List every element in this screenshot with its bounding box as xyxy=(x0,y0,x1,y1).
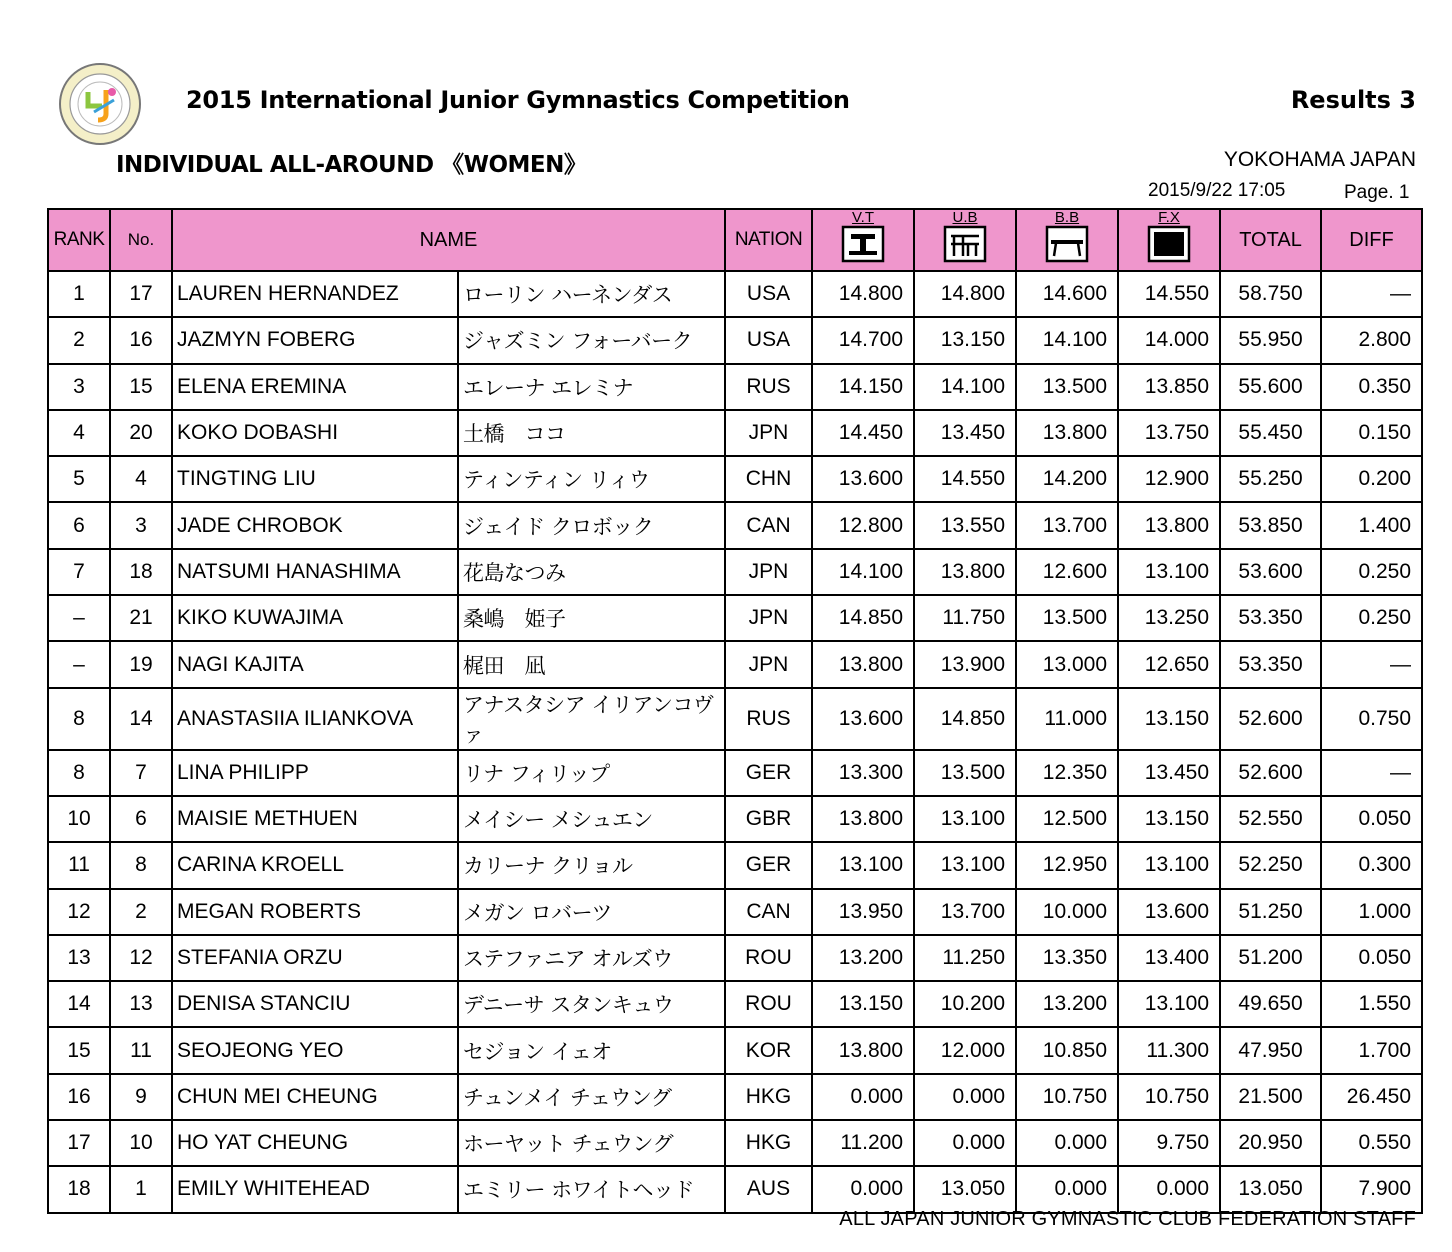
cell-bb: 13.350 xyxy=(1016,935,1118,981)
cell-no: 7 xyxy=(110,750,172,796)
cell-ub: 13.550 xyxy=(914,502,1016,548)
cell-ub: 0.000 xyxy=(914,1120,1016,1166)
cell-diff: 1.000 xyxy=(1321,889,1422,935)
cell-total: 21.500 xyxy=(1220,1074,1321,1120)
cell-fx: 13.400 xyxy=(1118,935,1220,981)
col-total: TOTAL xyxy=(1220,209,1321,271)
cell-no: 1 xyxy=(110,1166,172,1212)
cell-vt: 0.000 xyxy=(812,1074,914,1120)
cell-diff: 0.200 xyxy=(1321,456,1422,502)
table-row xyxy=(48,1166,1422,1212)
uneven-bars-icon xyxy=(943,225,987,263)
cell-rank: 12 xyxy=(48,889,110,935)
cell-ub: 0.000 xyxy=(914,1074,1016,1120)
cell-fx: 13.100 xyxy=(1118,981,1220,1027)
cell-name-kana: エミリー ホワイトヘッド xyxy=(458,1166,725,1212)
cell-fx: 13.100 xyxy=(1118,842,1220,888)
cell-rank: 14 xyxy=(48,981,110,1027)
cell-ub: 13.450 xyxy=(914,410,1016,456)
cell-vt: 14.100 xyxy=(812,549,914,595)
table-row xyxy=(48,317,1422,363)
cell-rank: 8 xyxy=(48,688,110,750)
cell-fx: 13.250 xyxy=(1118,595,1220,641)
cell-fx: 9.750 xyxy=(1118,1120,1220,1166)
cell-name: MEGAN ROBERTS xyxy=(172,889,458,935)
table-row xyxy=(48,750,1422,796)
cell-fx: 13.800 xyxy=(1118,502,1220,548)
cell-total: 55.950 xyxy=(1220,317,1321,363)
cell-fx: 13.750 xyxy=(1118,410,1220,456)
cell-diff: — xyxy=(1321,641,1422,687)
table-header-row xyxy=(48,209,1422,271)
cell-no: 9 xyxy=(110,1074,172,1120)
cell-bb: 13.500 xyxy=(1016,595,1118,641)
page-title: 2015 International Junior Gymnastics Competition xyxy=(186,86,850,114)
col-ub-label: U.B xyxy=(952,209,978,226)
cell-diff: 0.300 xyxy=(1321,842,1422,888)
cell-diff: 0.150 xyxy=(1321,410,1422,456)
cell-nation: GER xyxy=(725,842,812,888)
cell-rank: 13 xyxy=(48,935,110,981)
club-emblem-logo xyxy=(58,62,142,146)
cell-total: 55.450 xyxy=(1220,410,1321,456)
table-row xyxy=(48,1027,1422,1073)
cell-nation: CHN xyxy=(725,456,812,502)
cell-name: NAGI KAJITA xyxy=(172,641,458,687)
cell-vt: 11.200 xyxy=(812,1120,914,1166)
cell-diff: 0.250 xyxy=(1321,549,1422,595)
table-row xyxy=(48,364,1422,410)
cell-bb: 12.950 xyxy=(1016,842,1118,888)
col-bb xyxy=(1016,209,1118,271)
floor-exercise-icon xyxy=(1147,225,1191,263)
cell-name: DENISA STANCIU xyxy=(172,981,458,1027)
cell-bb: 12.600 xyxy=(1016,549,1118,595)
cell-rank: 7 xyxy=(48,549,110,595)
cell-no: 19 xyxy=(110,641,172,687)
vault-icon xyxy=(841,225,885,263)
cell-nation: JPN xyxy=(725,410,812,456)
cell-fx: 14.000 xyxy=(1118,317,1220,363)
col-no: No. xyxy=(110,209,172,271)
cell-ub: 11.250 xyxy=(914,935,1016,981)
cell-vt: 13.800 xyxy=(812,796,914,842)
table-row xyxy=(48,688,1422,750)
cell-total: 51.250 xyxy=(1220,889,1321,935)
cell-name-kana: アナスタシア イリアンコヴァ xyxy=(458,688,725,750)
cell-total: 13.050 xyxy=(1220,1166,1321,1212)
cell-name-kana: エレーナ エレミナ xyxy=(458,364,725,410)
cell-name-kana: 梶田 凪 xyxy=(458,641,725,687)
cell-name-kana: ジェイド クロボック xyxy=(458,502,725,548)
cell-nation: JPN xyxy=(725,595,812,641)
cell-diff: 2.800 xyxy=(1321,317,1422,363)
cell-ub: 10.200 xyxy=(914,981,1016,1027)
cell-name-kana: デニーサ スタンキュウ xyxy=(458,981,725,1027)
cell-nation: CAN xyxy=(725,502,812,548)
cell-bb: 13.800 xyxy=(1016,410,1118,456)
cell-nation: AUS xyxy=(725,1166,812,1212)
cell-name: TINGTING LIU xyxy=(172,456,458,502)
cell-vt: 13.200 xyxy=(812,935,914,981)
cell-fx: 10.750 xyxy=(1118,1074,1220,1120)
cell-fx: 13.450 xyxy=(1118,750,1220,796)
cell-bb: 12.350 xyxy=(1016,750,1118,796)
cell-total: 55.250 xyxy=(1220,456,1321,502)
cell-fx: 14.550 xyxy=(1118,271,1220,317)
balance-beam-icon xyxy=(1045,225,1089,263)
cell-total: 53.850 xyxy=(1220,502,1321,548)
cell-name: JADE CHROBOK xyxy=(172,502,458,548)
cell-bb: 0.000 xyxy=(1016,1120,1118,1166)
cell-total: 52.600 xyxy=(1220,688,1321,750)
col-rank: RANK xyxy=(48,209,110,271)
cell-ub: 12.000 xyxy=(914,1027,1016,1073)
col-ub xyxy=(914,209,1016,271)
cell-ub: 13.500 xyxy=(914,750,1016,796)
col-diff: DIFF xyxy=(1321,209,1422,271)
col-bb-label: B.B xyxy=(1054,209,1080,226)
cell-name-kana: メイシー メシュエン xyxy=(458,796,725,842)
results-table xyxy=(47,208,1423,1214)
cell-nation: ROU xyxy=(725,935,812,981)
cell-name-kana: 土橋 ココ xyxy=(458,410,725,456)
cell-ub: 14.550 xyxy=(914,456,1016,502)
cell-diff: 0.550 xyxy=(1321,1120,1422,1166)
table-row xyxy=(48,410,1422,456)
cell-no: 15 xyxy=(110,364,172,410)
cell-no: 6 xyxy=(110,796,172,842)
cell-nation: HKG xyxy=(725,1074,812,1120)
cell-name-kana: セジョン イェオ xyxy=(458,1027,725,1073)
cell-name-kana: ローリン ハーネンダス xyxy=(458,271,725,317)
cell-name: ELENA EREMINA xyxy=(172,364,458,410)
cell-ub: 13.050 xyxy=(914,1166,1016,1212)
cell-bb: 14.100 xyxy=(1016,317,1118,363)
cell-nation: JPN xyxy=(725,549,812,595)
table-row xyxy=(48,595,1422,641)
cell-nation: CAN xyxy=(725,889,812,935)
cell-vt: 14.700 xyxy=(812,317,914,363)
cell-bb: 13.500 xyxy=(1016,364,1118,410)
table-row xyxy=(48,641,1422,687)
cell-diff: 0.250 xyxy=(1321,595,1422,641)
cell-no: 16 xyxy=(110,317,172,363)
cell-rank: – xyxy=(48,595,110,641)
cell-bb: 13.200 xyxy=(1016,981,1118,1027)
cell-ub: 13.700 xyxy=(914,889,1016,935)
cell-total: 53.350 xyxy=(1220,641,1321,687)
cell-rank: – xyxy=(48,641,110,687)
cell-rank: 2 xyxy=(48,317,110,363)
cell-no: 12 xyxy=(110,935,172,981)
cell-name: KOKO DOBASHI xyxy=(172,410,458,456)
cell-total: 47.950 xyxy=(1220,1027,1321,1073)
cell-no: 17 xyxy=(110,271,172,317)
cell-total: 53.350 xyxy=(1220,595,1321,641)
cell-name: LAUREN HERNANDEZ xyxy=(172,271,458,317)
cell-bb: 10.000 xyxy=(1016,889,1118,935)
cell-no: 18 xyxy=(110,549,172,595)
cell-ub: 13.100 xyxy=(914,842,1016,888)
cell-rank: 18 xyxy=(48,1166,110,1212)
cell-vt: 14.150 xyxy=(812,364,914,410)
cell-bb: 12.500 xyxy=(1016,796,1118,842)
cell-fx: 13.100 xyxy=(1118,549,1220,595)
cell-nation: KOR xyxy=(725,1027,812,1073)
cell-ub: 14.850 xyxy=(914,688,1016,750)
cell-no: 20 xyxy=(110,410,172,456)
table-row xyxy=(48,456,1422,502)
cell-diff: — xyxy=(1321,750,1422,796)
cell-total: 20.950 xyxy=(1220,1120,1321,1166)
cell-name-kana: リナ フィリップ xyxy=(458,750,725,796)
cell-no: 13 xyxy=(110,981,172,1027)
col-name: NAME xyxy=(172,209,725,271)
footer-credit: ALL JAPAN JUNIOR GYMNASTIC CLUB FEDERATION STAFF xyxy=(839,1208,1416,1230)
cell-rank: 5 xyxy=(48,456,110,502)
cell-no: 8 xyxy=(110,842,172,888)
cell-vt: 13.600 xyxy=(812,456,914,502)
col-nation: NATION xyxy=(725,209,812,271)
cell-bb: 10.850 xyxy=(1016,1027,1118,1073)
cell-vt: 14.800 xyxy=(812,271,914,317)
cell-nation: USA xyxy=(725,271,812,317)
cell-vt: 12.800 xyxy=(812,502,914,548)
cell-total: 52.250 xyxy=(1220,842,1321,888)
cell-rank: 17 xyxy=(48,1120,110,1166)
cell-diff: 0.050 xyxy=(1321,796,1422,842)
location: YOKOHAMA JAPAN xyxy=(1223,148,1416,171)
cell-name: CHUN MEI CHEUNG xyxy=(172,1074,458,1120)
cell-name-kana: メガン ロバーツ xyxy=(458,889,725,935)
cell-fx: 0.000 xyxy=(1118,1166,1220,1212)
page-number: Page. 1 xyxy=(1344,182,1410,203)
cell-ub: 13.100 xyxy=(914,796,1016,842)
cell-rank: 11 xyxy=(48,842,110,888)
results-label: Results 3 xyxy=(1290,86,1416,114)
cell-bb: 13.000 xyxy=(1016,641,1118,687)
cell-rank: 16 xyxy=(48,1074,110,1120)
cell-bb: 13.700 xyxy=(1016,502,1118,548)
table-row xyxy=(48,502,1422,548)
cell-fx: 13.600 xyxy=(1118,889,1220,935)
table-row xyxy=(48,842,1422,888)
cell-fx: 12.650 xyxy=(1118,641,1220,687)
cell-name: KIKO KUWAJIMA xyxy=(172,595,458,641)
cell-name: ANASTASIIA ILIANKOVA xyxy=(172,688,458,750)
cell-name: NATSUMI HANASHIMA xyxy=(172,549,458,595)
cell-fx: 13.850 xyxy=(1118,364,1220,410)
cell-diff: 7.900 xyxy=(1321,1166,1422,1212)
cell-bb: 11.000 xyxy=(1016,688,1118,750)
cell-diff: 1.550 xyxy=(1321,981,1422,1027)
cell-rank: 10 xyxy=(48,796,110,842)
cell-vt: 0.000 xyxy=(812,1166,914,1212)
cell-nation: JPN xyxy=(725,641,812,687)
cell-fx: 12.900 xyxy=(1118,456,1220,502)
cell-diff: 26.450 xyxy=(1321,1074,1422,1120)
cell-bb: 0.000 xyxy=(1016,1166,1118,1212)
cell-total: 52.550 xyxy=(1220,796,1321,842)
cell-name-kana: ティンティン リィウ xyxy=(458,456,725,502)
cell-bb: 14.200 xyxy=(1016,456,1118,502)
cell-no: 21 xyxy=(110,595,172,641)
cell-vt: 13.950 xyxy=(812,889,914,935)
cell-total: 53.600 xyxy=(1220,549,1321,595)
cell-nation: HKG xyxy=(725,1120,812,1166)
cell-rank: 3 xyxy=(48,364,110,410)
cell-ub: 14.800 xyxy=(914,271,1016,317)
cell-name-kana: 花島なつみ xyxy=(458,549,725,595)
col-fx-label: F.X xyxy=(1158,209,1180,226)
cell-nation: GER xyxy=(725,750,812,796)
cell-diff: 1.400 xyxy=(1321,502,1422,548)
cell-name-kana: ジャズミン フォーバーク xyxy=(458,317,725,363)
cell-rank: 6 xyxy=(48,502,110,548)
cell-name-kana: カリーナ クリョル xyxy=(458,842,725,888)
cell-name: HO YAT CHEUNG xyxy=(172,1120,458,1166)
cell-nation: RUS xyxy=(725,364,812,410)
cell-nation: ROU xyxy=(725,981,812,1027)
table-row xyxy=(48,549,1422,595)
cell-no: 2 xyxy=(110,889,172,935)
cell-nation: RUS xyxy=(725,688,812,750)
cell-total: 58.750 xyxy=(1220,271,1321,317)
cell-name-kana: ホーヤット チェウング xyxy=(458,1120,725,1166)
cell-diff: 1.700 xyxy=(1321,1027,1422,1073)
table-row xyxy=(48,796,1422,842)
cell-total: 52.600 xyxy=(1220,750,1321,796)
cell-vt: 13.800 xyxy=(812,1027,914,1073)
cell-no: 11 xyxy=(110,1027,172,1073)
cell-rank: 1 xyxy=(48,271,110,317)
cell-vt: 13.150 xyxy=(812,981,914,1027)
cell-fx: 11.300 xyxy=(1118,1027,1220,1073)
cell-no: 3 xyxy=(110,502,172,548)
cell-rank: 15 xyxy=(48,1027,110,1073)
table-row xyxy=(48,935,1422,981)
col-vt xyxy=(812,209,914,271)
cell-name-kana: 桑嶋 姫子 xyxy=(458,595,725,641)
cell-total: 55.600 xyxy=(1220,364,1321,410)
table-row xyxy=(48,271,1422,317)
cell-name: JAZMYN FOBERG xyxy=(172,317,458,363)
cell-diff: 0.050 xyxy=(1321,935,1422,981)
cell-no: 10 xyxy=(110,1120,172,1166)
timestamp: 2015/9/22 17:05 xyxy=(1148,180,1286,201)
cell-bb: 14.600 xyxy=(1016,271,1118,317)
event-title: INDIVIDUAL ALL-AROUND 《WOMEN》 xyxy=(116,152,587,178)
cell-fx: 13.150 xyxy=(1118,688,1220,750)
cell-name-kana: チュンメイ チェウング xyxy=(458,1074,725,1120)
cell-nation: GBR xyxy=(725,796,812,842)
table-row xyxy=(48,889,1422,935)
cell-diff: — xyxy=(1321,271,1422,317)
cell-name: LINA PHILIPP xyxy=(172,750,458,796)
cell-fx: 13.150 xyxy=(1118,796,1220,842)
cell-total: 51.200 xyxy=(1220,935,1321,981)
cell-ub: 13.150 xyxy=(914,317,1016,363)
cell-name: MAISIE METHUEN xyxy=(172,796,458,842)
cell-no: 14 xyxy=(110,688,172,750)
table-row xyxy=(48,1074,1422,1120)
cell-name: SEOJEONG YEO xyxy=(172,1027,458,1073)
cell-rank: 4 xyxy=(48,410,110,456)
cell-rank: 8 xyxy=(48,750,110,796)
cell-ub: 13.900 xyxy=(914,641,1016,687)
col-vt-label: V.T xyxy=(852,209,874,226)
cell-diff: 0.750 xyxy=(1321,688,1422,750)
cell-vt: 13.100 xyxy=(812,842,914,888)
cell-ub: 13.800 xyxy=(914,549,1016,595)
cell-nation: USA xyxy=(725,317,812,363)
cell-total: 49.650 xyxy=(1220,981,1321,1027)
cell-ub: 14.100 xyxy=(914,364,1016,410)
cell-vt: 13.300 xyxy=(812,750,914,796)
cell-no: 4 xyxy=(110,456,172,502)
table-row xyxy=(48,1120,1422,1166)
table-row xyxy=(48,981,1422,1027)
cell-bb: 10.750 xyxy=(1016,1074,1118,1120)
cell-vt: 13.600 xyxy=(812,688,914,750)
col-fx xyxy=(1118,209,1220,271)
cell-name-kana: ステファニア オルズウ xyxy=(458,935,725,981)
cell-vt: 13.800 xyxy=(812,641,914,687)
cell-vt: 14.850 xyxy=(812,595,914,641)
cell-name: STEFANIA ORZU xyxy=(172,935,458,981)
cell-name: EMILY WHITEHEAD xyxy=(172,1166,458,1212)
cell-ub: 11.750 xyxy=(914,595,1016,641)
cell-name: CARINA KROELL xyxy=(172,842,458,888)
cell-vt: 14.450 xyxy=(812,410,914,456)
cell-diff: 0.350 xyxy=(1321,364,1422,410)
